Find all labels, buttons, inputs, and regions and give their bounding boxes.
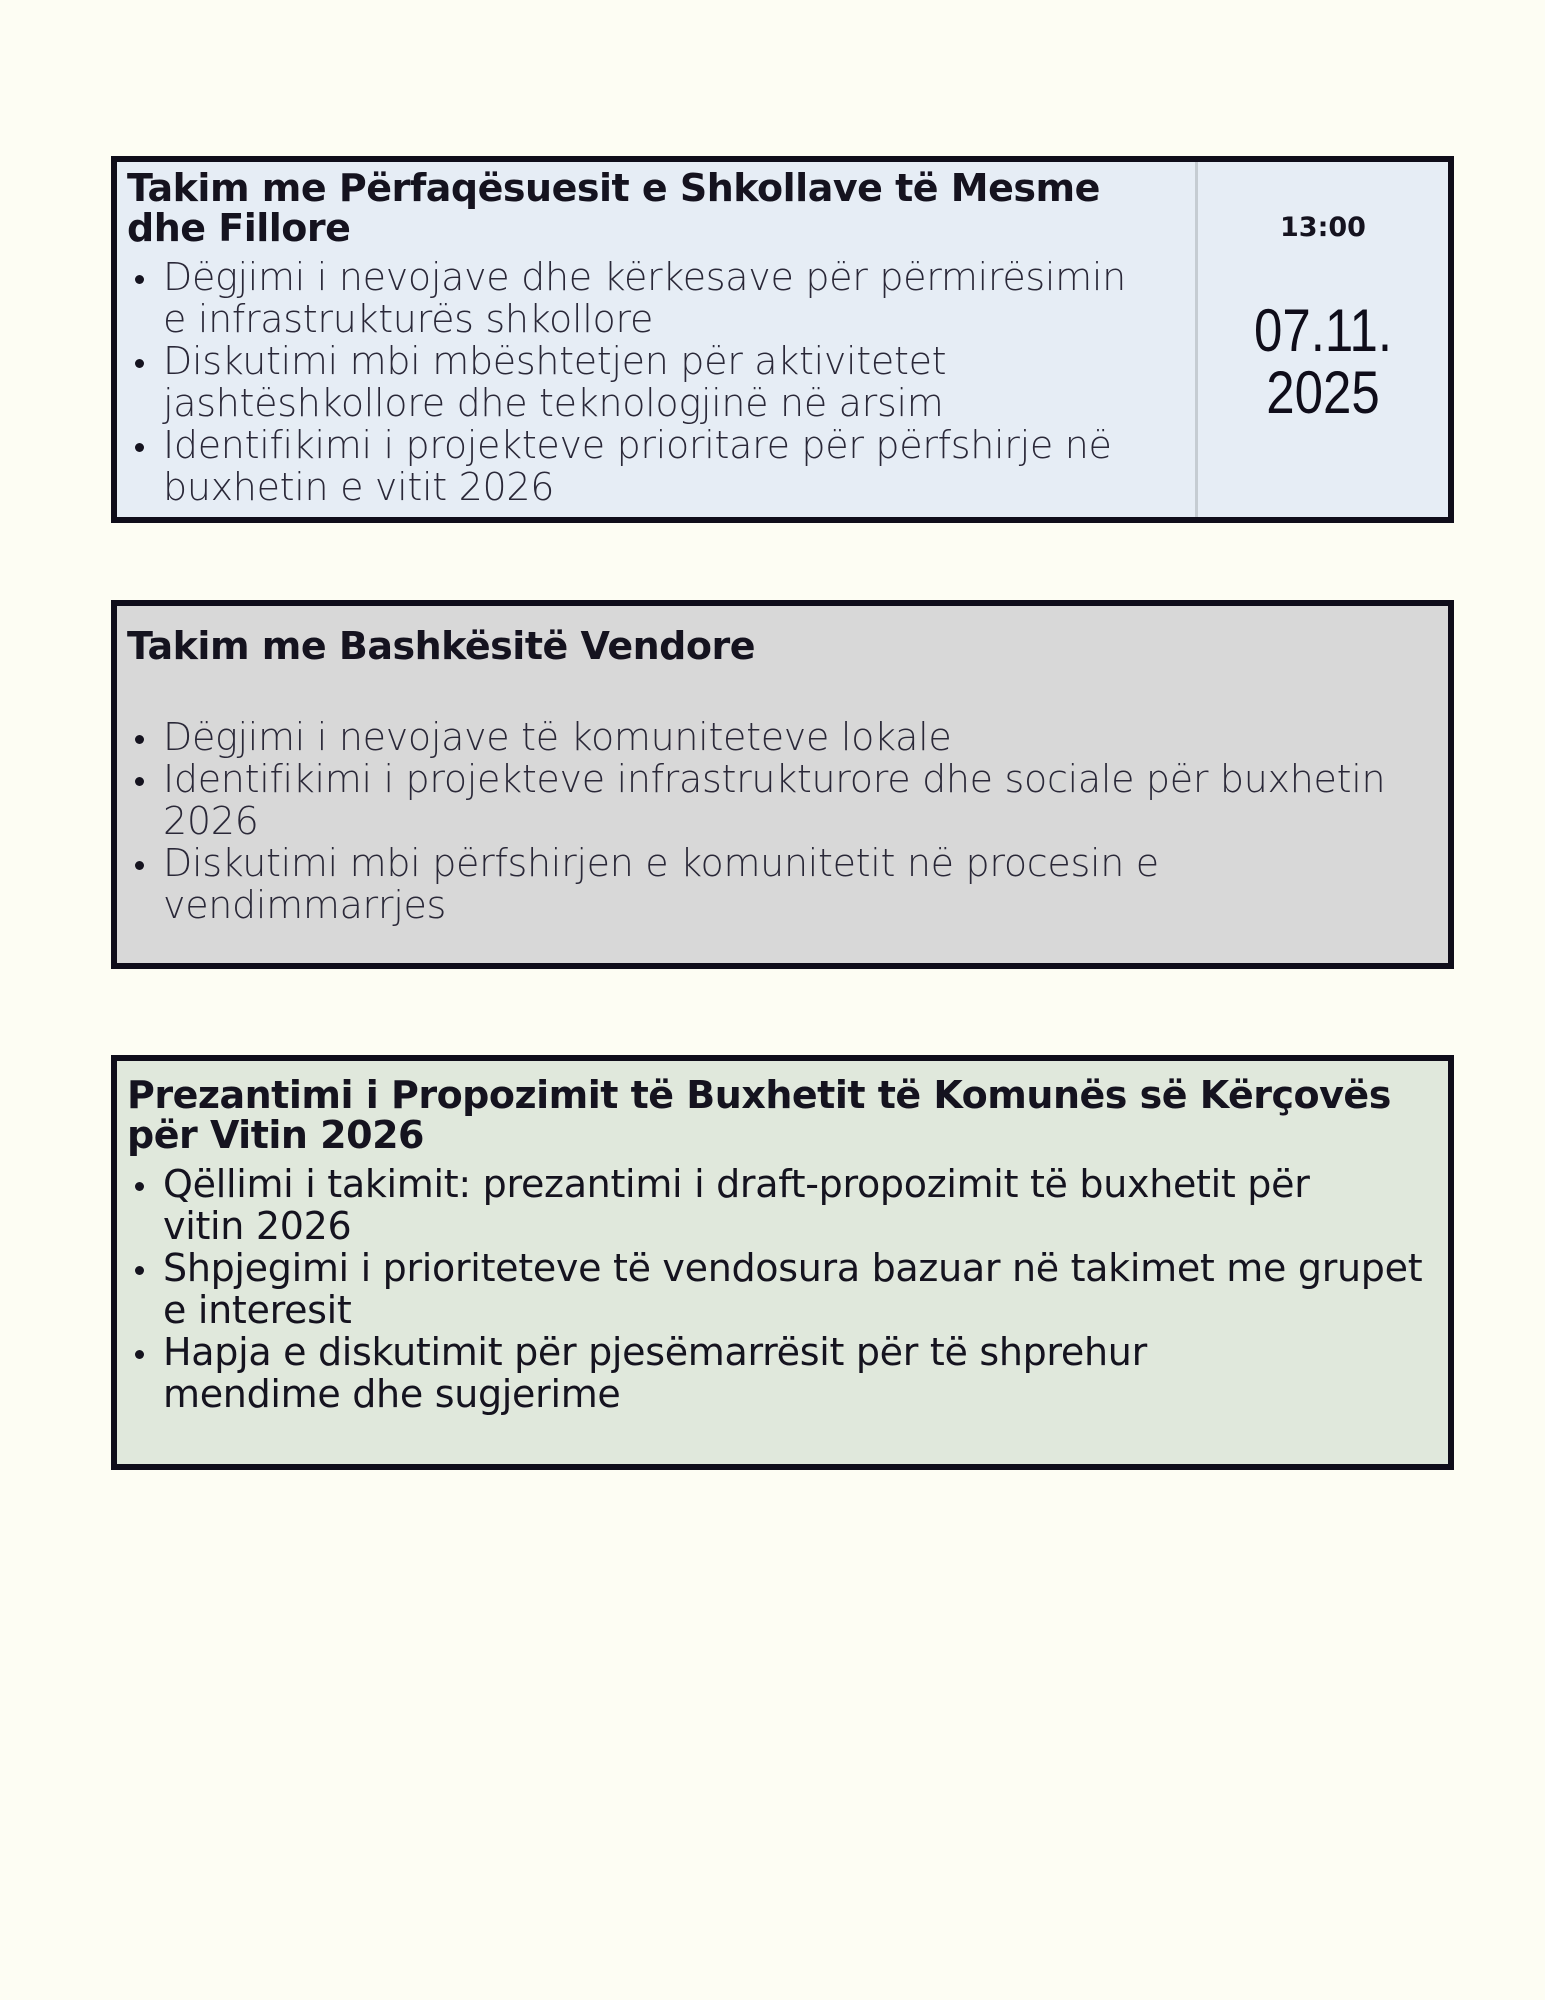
session-date: [1217, 297, 1430, 426]
session-date-day-month: 07.11.: [1253, 297, 1393, 364]
list-item: Hapja e diskutimit për pjesëmarrësit për të shprehur mendime dhe sugjerime: [127, 1331, 1263, 1415]
session-date-year: 2025: [1266, 359, 1380, 426]
session-time: 13:00: [1280, 212, 1366, 243]
list-item: Shpjegimi i prioriteteve të vendosura bazuar në takimet me grupet e interesit: [127, 1247, 1423, 1331]
session-content: [127, 1075, 1447, 1415]
session-title: Prezantimi i Propozimit të Buxhetit të Komunës së Kërçovës për Vitin 2026: [127, 1073, 1391, 1157]
session-title: Takim me Përfaqësuesit e Shkollave të Mesme dhe Fillore: [127, 166, 1100, 250]
session-bullet-list: [127, 716, 1447, 926]
list-item: Qëllimi i takimit: prezantimi i draft-propozimit të buxhetit për vitin 2026: [127, 1163, 1313, 1247]
session-card-local-communities: [111, 600, 1454, 969]
list-item: Identifikimi i projekteve infrastrukturore dhe sociale për buxhetin 2026: [127, 758, 1423, 842]
list-item: Dëgjimi i nevojave të komuniteteve lokale: [127, 716, 1447, 758]
session-bullet-list: [127, 256, 1157, 508]
session-card-budget-presentation: [111, 1055, 1454, 1470]
list-item: Identifikimi i projekteve prioritare për përfshirje në buxhetin e vitit 2026: [127, 424, 1143, 508]
list-item: Diskutimi mbi përfshirjen e komunitetit në procesin e vendimmarrjes: [127, 842, 1173, 926]
list-item: Dëgjimi i nevojave dhe kërkesave për përmirësimin e infrastrukturës shkollore: [127, 256, 1143, 340]
session-content: [127, 168, 1187, 508]
session-card-school-representatives: [111, 156, 1454, 523]
session-bullet-list: [127, 1163, 1447, 1415]
session-title: Takim me Bashkësitë Vendore: [127, 624, 755, 668]
session-content: [127, 626, 1447, 926]
list-item: Diskutimi mbi mbështetjen për aktivitetet jashtëshkollore dhe teknologjinë në arsim: [127, 340, 983, 424]
